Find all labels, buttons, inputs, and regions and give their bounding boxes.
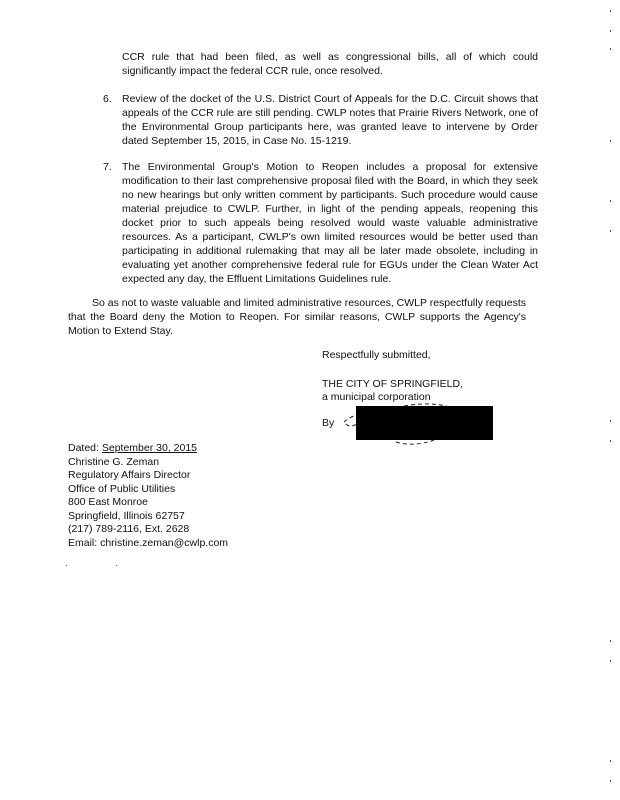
item-number: 7. — [103, 161, 112, 173]
contact-office: Office of Public Utilities — [68, 482, 176, 495]
contact-city: Springfield, Illinois 62757 — [68, 509, 185, 522]
signatory-entity: THE CITY OF SPRINGFIELD, — [322, 378, 463, 390]
contact-block — [68, 442, 228, 550]
redacted-signature — [356, 406, 493, 440]
signatory-description: a municipal corporation — [322, 391, 431, 403]
contact-name: Christine G. Zeman — [68, 455, 160, 468]
contact-street: 800 East Monroe — [68, 496, 148, 508]
scan-speck — [60, 560, 140, 570]
closing-text: Respectfully submitted, — [322, 349, 431, 361]
item-text: The Environmental Group's Motion to Reopen includes a proposal for extensive modification to their last comprehensive proposal filed with the Board, in which they seek no new hearings but only written comment by participants. Such procedure would cause material prejudice to CWLP. Further, in light of the pending appeals, reopening this docket prior to such appeals being resolved would waste valuable administrative resources. As a participant, CWLP's own limited resources would be better used than participating in additional rulemaking that may all be later made obsolete, including in evaluating yet another comprehensive federal rule for EGUs under the Clean Water Act expected any day, the Effluent Limitations Guidelines rule. — [122, 161, 538, 285]
dated-value: September 30, 2015 — [101, 442, 198, 454]
contact-phone: (217) 789-2116, Ext. 2628 — [68, 523, 190, 535]
dated-label: Dated: — [68, 442, 99, 454]
item-5-continuation: CCR rule that had been filed, as well as congressional bills, all of which could significantly impact the federal CCR rule, once resolved. — [122, 51, 538, 77]
contact-title: Regulatory Affairs Director — [68, 469, 191, 481]
item-number: 6. — [103, 93, 112, 105]
contact-email: Email: christine.zeman@cwlp.com — [68, 536, 229, 549]
by-label: By — [322, 417, 335, 429]
dated-line — [68, 442, 228, 456]
scan-artifacts — [600, 0, 620, 800]
item-text: Review of the docket of the U.S. District Court of Appeals for the D.C. Circuit shows that appeals of the CCR rule are still pending. CWLP notes that Prairie Rivers Network, one of the Environmental Group participants here, was granted leave to intervene by Order dated September 15, 2015, in Case No. 15-1219. — [122, 93, 538, 147]
conclusion-paragraph: So as not to waste valuable and limited administrative resources, CWLP respectfully requests that the Board deny the Motion to Reopen. For similar reasons, CWLP supports the Agency's Motion to Extend Stay. — [68, 297, 527, 337]
